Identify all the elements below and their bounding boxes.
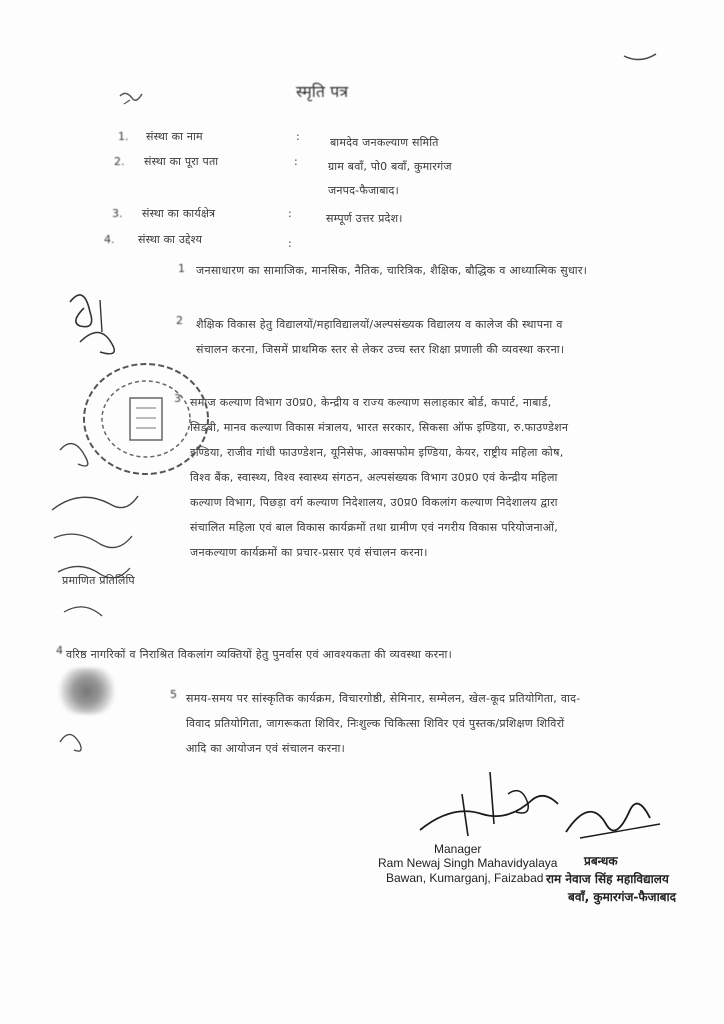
item-4-number: 4. bbox=[104, 233, 115, 246]
objective-4-text: वरिष्ठ नागरिकों व निराश्रित विकलांग व्यक्तियों हेतु पुनर्वास एवं आवश्यकता की व्यवस्था करना। bbox=[66, 648, 453, 661]
objective-3-text: समाज कल्याण विभाग उ0प्र0, केन्द्रीय व राज्य कल्याण सलाहकार बोर्ड, कपार्ट, नाबार्ड, सिडबी, मानव कल्याण विकास मंत्रालय, भारत सरकार, सिकसा ऑफ इण्डिया, रु.फाउण्डेशन इण्डिया, राजीव गांधी फाउण्डेशन, यूनिसेफ, आक्सफोम इण्डिया, केयर, राष्ट्रीय महिला कोष, विश्व बैंक, स्वास्थ्य, विश्व स्वास्थ्य संगठन, अल्पसंख्यक विभाग उ0प्र0 एवं केन्द्रीय महिला कल्याण विभाग, पिछड़ा वर्ग कल्याण निदेशालय, उ0प्र0 विकलांग कल्याण निदेशालय द्वारा संचालित महिला एवं बाल विकास कार्यक्रमों तथा ग्रामीण एवं नगरीय विकास परियोजनाओं, जनकल्याण कार्यक्रमों का प्रचार-प्रसार एवं संचालन करना। bbox=[190, 396, 569, 559]
item-4-label: संस्था का उद्देश्य bbox=[138, 233, 203, 246]
signature-english-line1: Ram Newaj Singh Mahavidyalaya bbox=[378, 856, 558, 870]
item-2-number: 2. bbox=[114, 155, 125, 168]
signature-hindi-line1: राम नेवाज सिंह महाविद्यालय bbox=[546, 872, 669, 886]
item-2-value-line2: जनपद-फैजाबाद। bbox=[328, 184, 399, 197]
item-2-label: संस्था का पूरा पता bbox=[144, 155, 219, 168]
item-3-label: संस्था का कार्यक्षेत्र bbox=[142, 207, 216, 220]
manager-signature-right bbox=[560, 788, 670, 848]
item-3-number: 3. bbox=[112, 207, 123, 220]
objective-1-marker: 1 bbox=[178, 262, 185, 275]
objective-1-text: जनसाधारण का सामाजिक, मानसिक, नैतिक, चारित्रिक, शैक्षिक, बौद्धिक व आध्यात्मिक सुधार। bbox=[196, 264, 588, 277]
item-3-value: सम्पूर्ण उत्तर प्रदेश। bbox=[326, 212, 403, 225]
item-1-number: 1. bbox=[118, 130, 129, 143]
item-1-value: बामदेव जनकल्याण समिति bbox=[330, 136, 439, 149]
item-1-label: संस्था का नाम bbox=[146, 130, 203, 143]
objective-3-marker: 3 bbox=[174, 392, 181, 405]
item-2-value: ग्राम बवाँ, पो0 बवाँ, कुमारगंज bbox=[328, 160, 452, 173]
objective-2-text: शैक्षिक विकास हेतु विद्यालयों/महाविद्यालयों/अल्पसंख्यक विद्यालय व कालेज की स्थापना व संचालन करना, जिसमें प्राथमिक स्तर से लेकर उच्च स्तर शिक्षा प्रणाली की व्यवस्था करना। bbox=[196, 318, 565, 356]
ink-smudge bbox=[56, 668, 118, 714]
item-2-colon: : bbox=[294, 155, 298, 168]
signature-english-title: Manager bbox=[434, 842, 482, 856]
document-title: स्मृति पत्र bbox=[296, 82, 349, 101]
item-3-colon: : bbox=[288, 207, 292, 220]
certified-copy-stamp: प्रमाणित प्रतिलिपि bbox=[62, 574, 135, 587]
objective-5-text: समय-समय पर सांस्कृतिक कार्यक्रम, विचारगोष्ठी, सेमिनार, सम्मेलन, खेल-कूद प्रतियोगिता, वाद-विवाद प्रतियोगिता, जागरूकता शिविर, निःशुल्क चिकित्सा शिविर एवं पुस्तक/प्रशिक्षण शिविरों आदि का आयोजन एवं संचालन करना। bbox=[186, 692, 581, 755]
corner-mark bbox=[620, 48, 660, 68]
objective-4-marker: 4 bbox=[56, 644, 63, 657]
objective-2-marker: 2 bbox=[176, 314, 183, 327]
signature-hindi-title: प्रबन्धक bbox=[584, 854, 618, 868]
item-1-colon: : bbox=[296, 130, 300, 143]
signature-hindi-line2: बवाँ, कुमारगंज-फैजाबाद bbox=[568, 890, 677, 904]
manager-signature-left bbox=[412, 764, 572, 844]
item-4-colon: : bbox=[288, 237, 292, 250]
scribble-mark bbox=[116, 86, 146, 110]
objective-5-marker: 5 bbox=[170, 688, 177, 701]
signature-english-line2: Bawan, Kumarganj, Faizabad bbox=[386, 871, 544, 885]
